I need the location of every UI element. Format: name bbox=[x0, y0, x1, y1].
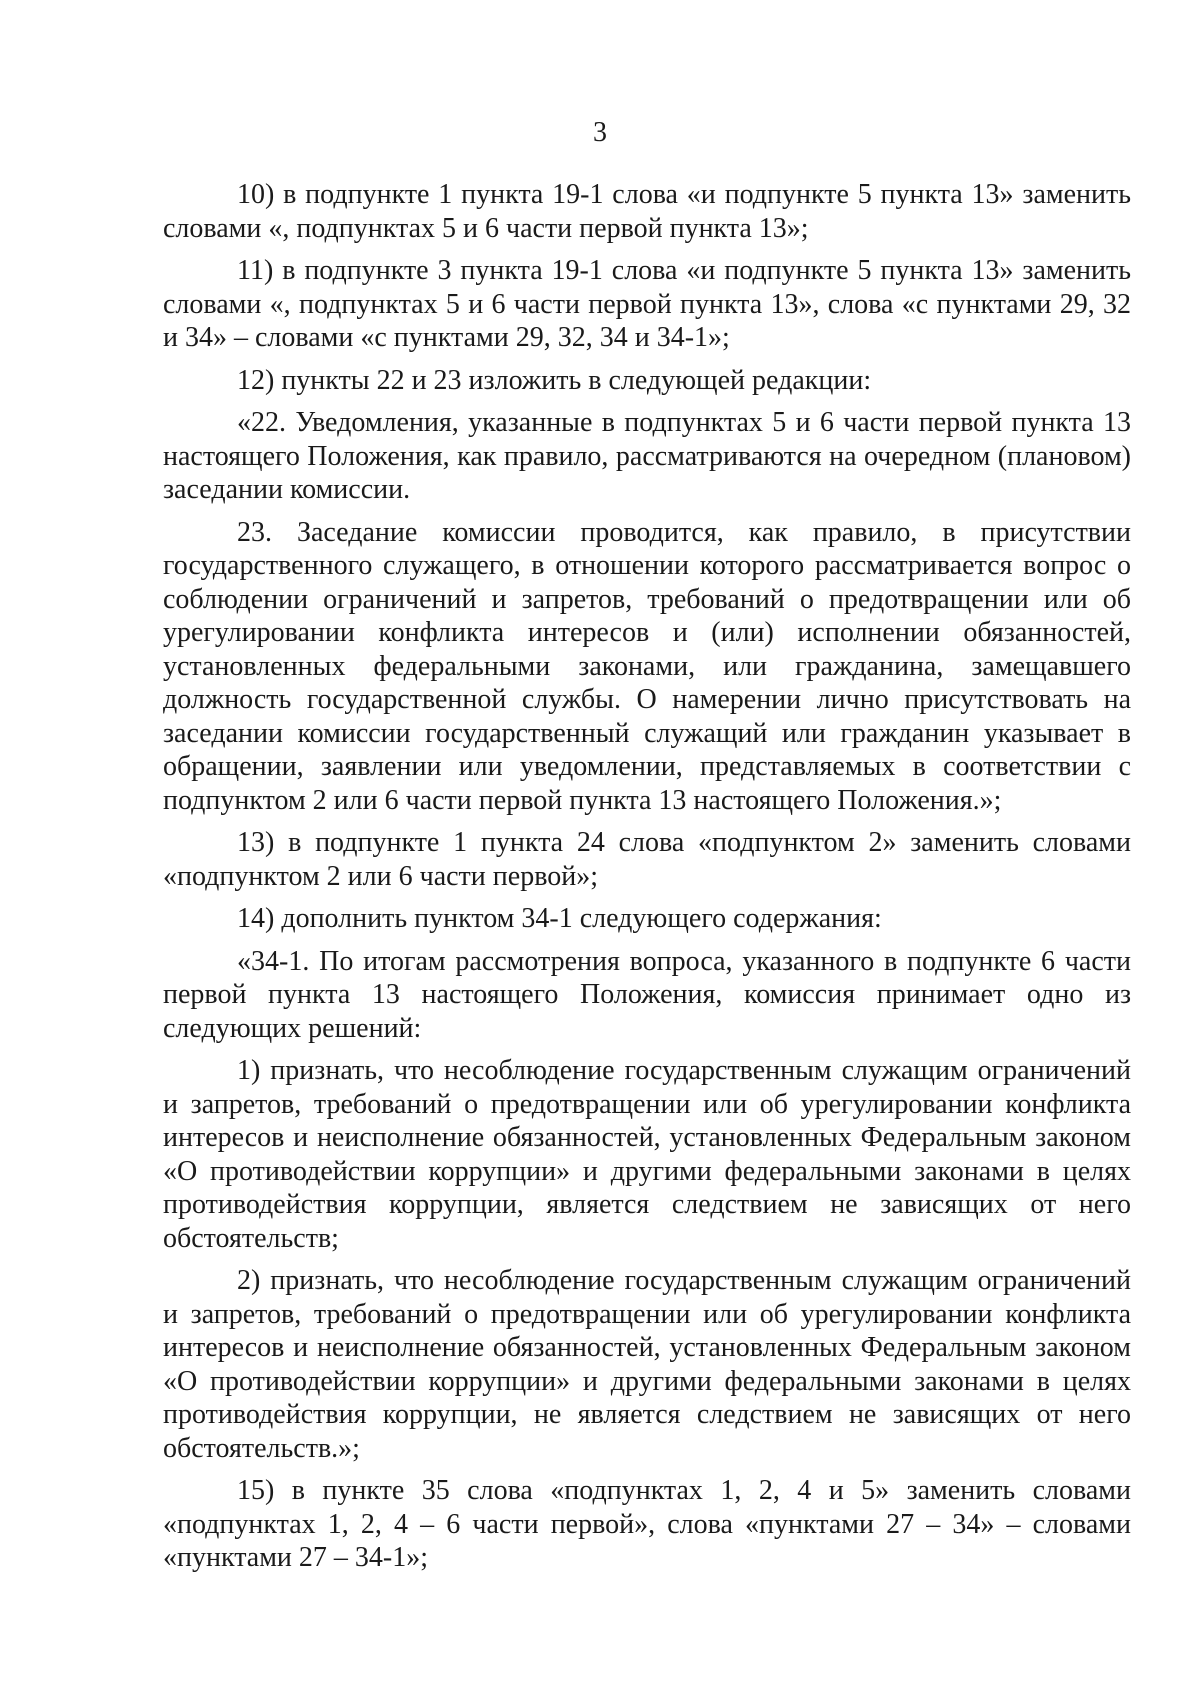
paragraph-14: 14) дополнить пунктом 34-1 следующего содержания: bbox=[237, 903, 882, 934]
paragraph-12: 12) пункты 22 и 23 изложить в следующей редакции: bbox=[237, 364, 872, 396]
page-number: 3 bbox=[593, 117, 607, 148]
paragraph-11: 11) в подпункте 3 пункта 19-1 слова «и подпункте 5 пункта 13» заменить словами «, подпунктах 5 и 6 части первой пункта 13», слова «с пунктами 29, 32 и 34» – словами «с пунктами 29, 32, 34 и 34-1»; bbox=[163, 255, 1131, 353]
paragraph-13: 13) в подпункте 1 пункта 24 слова «подпунктом 2» заменить словами «подпунктом 2 или 6 части первой»; bbox=[163, 827, 1131, 892]
paragraph-34-1-quote: «34-1. По итогам рассмотрения вопроса, указанного в подпункте 6 части первой пункта 13 настоящего Положения, комиссия принимает одно из следующих решений: bbox=[163, 945, 1131, 1044]
paragraph-decision-1: 1) признать, что несоблюдение государственным служащим ограничений и запретов, требований о предотвращении или об урегулировании конфликта интересов и неисполнение обязанностей, установленных Федеральным законом «О противодействии коррупции» и другими федеральными законами в целях противодействия коррупции, является следствием не зависящих от него обстоятельств; bbox=[163, 1055, 1131, 1254]
paragraph-23-quote: 23. Заседание комиссии проводится, как правило, в присутствии государственного служащего, в отношении которого рассматривается вопрос о соблюдении ограничений и запретов, требований о предотвращении или об урегулировании конфликта интересов и (или) исполнении обязанностей, установленных федеральными законами, или гражданина, замещавшего должность государственной службы. О намерении лично присутствовать на заседании комиссии государственный служащий или гражданин указывает в обращении, заявлении или уведомлении, представляемых в соответствии с подпунктом 2 или 6 части первой пункта 13 настоящего Положения.»; bbox=[163, 516, 1131, 816]
paragraph-15: 15) в пункте 35 слова «подпунктах 1, 2, 4 и 5» заменить словами «подпунктах 1, 2, 4 – 6 части первой», слова «пунктами 27 – 34» – словами «пунктами 27 – 34-1»; bbox=[163, 1475, 1131, 1573]
document-body bbox=[163, 178, 1131, 1584]
paragraph-10: 10) в подпункте 1 пункта 19-1 слова «и подпункте 5 пункта 13» заменить словами «, подпунктах 5 и 6 части первой пункта 13»; bbox=[163, 179, 1131, 244]
paragraph-22-quote: «22. Уведомления, указанные в подпунктах 5 и 6 части первой пункта 13 настоящего Положения, как правило, рассматриваются на очередном (плановом) заседании комиссии. bbox=[163, 407, 1131, 505]
paragraph-decision-2: 2) признать, что несоблюдение государственным служащим ограничений и запретов, требований о предотвращении или об урегулировании конфликта интересов и неисполнение обязанностей, установленных Федеральным законом «О противодействии коррупции» и другими федеральными законами в целях противодействия коррупции, не является следствием не зависящих от него обстоятельств.»; bbox=[163, 1265, 1131, 1464]
